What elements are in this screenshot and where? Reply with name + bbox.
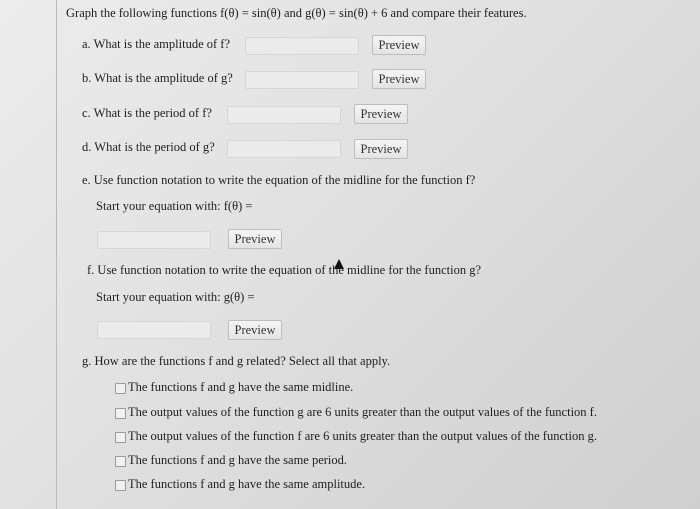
preview-d-button[interactable]: Preview [354,139,408,159]
question-e-label: e. Use function notation to write the equation of the midline for the function f? [82,173,476,187]
preview-a-button[interactable]: Preview [372,35,426,55]
question-g-label: g. How are the functions f and g related? Select all that apply. [82,354,391,368]
option-1-label[interactable]: The functions f and g have the same midline. [128,380,354,394]
question-b-label: b. What is the amplitude of g? [82,71,233,85]
option-5-label[interactable]: The functions f and g have the same amplitude. [128,477,366,491]
question-c-label: c. What is the period of f? [82,106,212,120]
question-f-label: f. Use function notation to write the equation of the midline for the function g? [87,263,481,277]
answer-a-input[interactable] [245,37,359,55]
question-intro: Graph the following functions f(θ) = sin(θ) and g(θ) = sin(θ) + 6 and compare their features. [66,6,527,20]
option-4-checkbox[interactable] [115,456,126,467]
preview-e-button[interactable]: Preview [228,229,282,249]
question-f-start: Start your equation with: g(θ) = [96,290,255,304]
preview-f-button[interactable]: Preview [228,320,282,340]
question-a-label: a. What is the amplitude of f? [82,37,230,51]
option-2-label[interactable]: The output values of the function g are 6 units greater than the output values of the function f. [128,405,597,419]
option-5-checkbox[interactable] [115,480,126,491]
option-4-label[interactable]: The functions f and g have the same period. [128,453,348,467]
mouse-cursor-icon [334,259,344,269]
question-d-label: d. What is the period of g? [82,140,215,154]
answer-e-input[interactable] [97,231,211,249]
answer-b-input[interactable] [245,71,359,89]
answer-c-input[interactable] [227,106,341,124]
preview-b-button[interactable]: Preview [372,69,426,89]
option-3-checkbox[interactable] [115,432,126,443]
question-e-start: Start your equation with: f(θ) = [96,199,253,213]
option-2-checkbox[interactable] [115,408,126,419]
option-3-label[interactable]: The output values of the function f are 6 units greater than the output values of the function g. [128,429,597,443]
preview-c-button[interactable]: Preview [354,104,408,124]
option-1-checkbox[interactable] [115,383,126,394]
answer-d-input[interactable] [227,140,341,158]
answer-f-input[interactable] [97,321,211,339]
